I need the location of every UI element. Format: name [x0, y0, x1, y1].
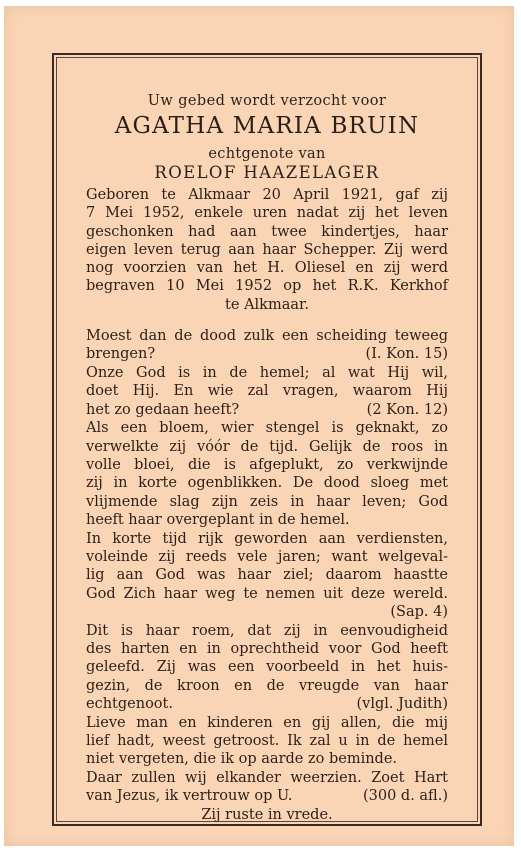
verse-line: Als een bloem, wier stengel is geknakt, zo — [86, 420, 448, 437]
verse-text: echtgenoot. — [86, 696, 173, 713]
verse-text: het zo gedaan heeft? — [86, 401, 240, 418]
verse-line: vlijmende slag zijn zeis in haar leven; God — [86, 493, 448, 510]
verse-citation: (I. Kon. 15) — [365, 346, 448, 363]
verse-line-with-citation — [86, 787, 448, 805]
verse-line-with-citation — [86, 345, 448, 363]
prayer-verses — [86, 327, 448, 824]
verse-text: van Jezus, ik vertrouw op U. — [86, 788, 293, 805]
biography — [86, 186, 448, 314]
bio-line: 7 Mei 1952, enkele uren nadat zij het leven — [86, 205, 448, 222]
verse-line: gezin, de kroon en de vreugde van haar — [86, 677, 448, 694]
verse-citation: (2 Kon. 12) — [366, 401, 448, 418]
bio-line: geschonken had aan twee kindertjes, haar — [86, 223, 448, 240]
verse-line: Daar zullen wij elkander weerzien. Zoet Hart — [86, 769, 448, 786]
bio-line: nog voorzien van het H. Oliesel en zij werd — [86, 260, 448, 277]
verse-line: verwelkte zij vóór de tijd. Gelijk de roos in — [86, 438, 448, 455]
bio-line: Geboren te Alkmaar 20 April 1921, gaf zij — [86, 187, 448, 203]
verse-line-with-citation — [86, 401, 448, 419]
verse-line: lief hadt, weest getroost. Ik zal u in de hemel — [86, 733, 448, 750]
verse-line: des harten en in oprechtheid voor God heeft — [86, 640, 448, 657]
verse-line: voleinde zij reeds vele jaren; want welgeval- — [86, 548, 448, 565]
intro-line: Uw gebed wordt verzocht voor — [147, 93, 387, 109]
verse-line: geleefd. Zij was een voorbeeld in het huis- — [86, 659, 448, 676]
spouse-name: ROELOF HAAZELAGER — [154, 163, 380, 182]
verse-line: lig aan God was haar ziel; daarom haastte — [86, 567, 448, 584]
verse-line: doet Hij. En wie zal vragen, waarom Hij — [86, 383, 448, 400]
bio-line: eigen leven terug aan haar Schepper. Zij werd — [86, 241, 448, 258]
verse-line: zij in korte ogenblikken. De dood sloeg met — [86, 475, 448, 492]
verse-line: God Zich haar weg te nemen uit deze wereld. — [86, 585, 448, 602]
verse-line-with-citation — [86, 695, 448, 713]
card-text — [86, 92, 448, 824]
verse-citation: (Sap. 4) — [390, 604, 448, 621]
spouse-label: echtgenote van — [208, 146, 326, 162]
verse-citation: (vlgl. Judith) — [356, 696, 448, 713]
verse-line: Lieve man en kinderen en gij allen, die mij — [86, 714, 448, 731]
bio-line: te Alkmaar. — [225, 296, 309, 313]
memorial-card — [4, 6, 514, 846]
verse-line: niet vergeten, die ik op aarde zo beminde. — [86, 751, 398, 768]
verse-line: Onze God is in de hemel; al wat Hij wil, — [86, 364, 448, 381]
verse-text: brengen? — [86, 346, 156, 363]
deceased-name: AGATHA MARIA BRUIN — [114, 113, 420, 139]
verse-citation: (300 d. afl.) — [362, 788, 448, 805]
verse-line: volle bloei, die is afgeplukt, zo verkwijnde — [86, 456, 448, 473]
closing-line: Zij ruste in vrede. — [201, 806, 333, 823]
verse-line: heeft haar overgeplant in de hemel. — [86, 512, 350, 529]
bio-line: begraven 10 Mei 1952 op het R.K. Kerkhof — [86, 278, 448, 295]
verse-line: Dit is haar roem, dat zij in eenvoudigheid — [86, 622, 448, 639]
verse-line: In korte tijd rijk geworden aan verdiensten, — [86, 530, 448, 547]
verse-line: Moest dan de dood zulk een scheiding teweeg — [86, 328, 448, 345]
